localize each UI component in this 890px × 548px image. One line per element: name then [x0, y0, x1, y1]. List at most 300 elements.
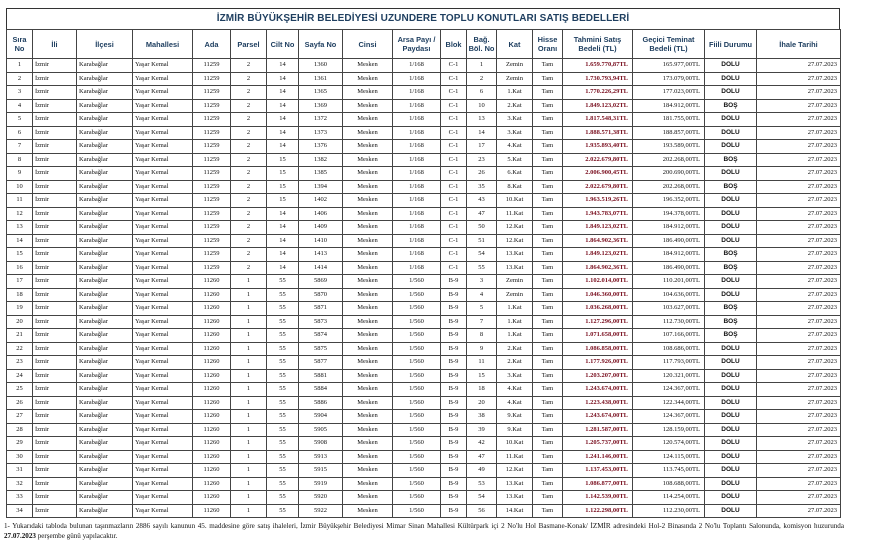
cell-bag-bol-no: 35 [467, 180, 497, 194]
table-row [7, 86, 841, 100]
cell-ada: 11260 [193, 477, 231, 491]
cell-arsa-payi: 1/168 [393, 99, 441, 113]
cell-sayfa-no: 5922 [299, 504, 343, 518]
cell-il: İzmir [33, 180, 77, 194]
cell-fiili-durum: DOLU [705, 477, 757, 491]
cell-ilce: Karabağlar [77, 369, 133, 383]
cell-sayfa-no: 1382 [299, 153, 343, 167]
cell-fiili-durum: DOLU [705, 369, 757, 383]
cell-cinsi: Mesken [343, 72, 393, 86]
cell-parsel: 1 [231, 504, 267, 518]
cell-il: İzmir [33, 477, 77, 491]
cell-hisse-orani: Tam [533, 261, 563, 275]
table-body [7, 59, 841, 518]
cell-gecici-teminat: 186.490,00TL [633, 234, 705, 248]
cell-hisse-orani: Tam [533, 504, 563, 518]
footnote-date: 27.07.2023 [4, 531, 36, 540]
cell-ilce: Karabağlar [77, 180, 133, 194]
cell-tahmini-satis: 1.849.123,02TL [563, 221, 633, 235]
cell-kat: 13.Kat [497, 248, 533, 262]
cell-cilt-no: 55 [267, 396, 299, 410]
cell-gecici-teminat: 124.367,00TL [633, 383, 705, 397]
cell-ihale-tarihi: 27.07.2023 [757, 464, 841, 478]
cell-hisse-orani: Tam [533, 221, 563, 235]
header-tahmini-satis: Tahmini Satış Bedeli (TL) [563, 30, 633, 59]
cell-fiili-durum: DOLU [705, 86, 757, 100]
cell-cilt-no: 55 [267, 504, 299, 518]
cell-mahalle: Yaşar Kemal [133, 99, 193, 113]
cell-cilt-no: 55 [267, 315, 299, 329]
cell-cinsi: Mesken [343, 86, 393, 100]
cell-kat: 12.Kat [497, 464, 533, 478]
cell-cinsi: Mesken [343, 423, 393, 437]
cell-cilt-no: 15 [267, 167, 299, 181]
table-row [7, 248, 841, 262]
table-row [7, 221, 841, 235]
cell-parsel: 1 [231, 342, 267, 356]
table-row [7, 491, 841, 505]
table-row [7, 126, 841, 140]
cell-gecici-teminat: 103.627,00TL [633, 302, 705, 316]
cell-gecici-teminat: 124.367,00TL [633, 410, 705, 424]
cell-mahalle: Yaşar Kemal [133, 248, 193, 262]
cell-gecici-teminat: 120.321,00TL [633, 369, 705, 383]
cell-fiili-durum: DOLU [705, 342, 757, 356]
cell-sira-no: 14 [7, 234, 33, 248]
cell-blok: B-9 [441, 356, 467, 370]
cell-cilt-no: 14 [267, 86, 299, 100]
cell-parsel: 2 [231, 153, 267, 167]
cell-sira-no: 16 [7, 261, 33, 275]
cell-sira-no: 28 [7, 423, 33, 437]
cell-arsa-payi: 1/168 [393, 126, 441, 140]
cell-il: İzmir [33, 153, 77, 167]
cell-sira-no: 2 [7, 72, 33, 86]
cell-ihale-tarihi: 27.07.2023 [757, 477, 841, 491]
cell-hisse-orani: Tam [533, 140, 563, 154]
cell-gecici-teminat: 122.344,00TL [633, 396, 705, 410]
cell-blok: B-9 [441, 329, 467, 343]
header-blok: Blok [441, 30, 467, 59]
cell-ilce: Karabağlar [77, 342, 133, 356]
cell-hisse-orani: Tam [533, 356, 563, 370]
cell-gecici-teminat: 194.378,00TL [633, 207, 705, 221]
cell-hisse-orani: Tam [533, 437, 563, 451]
table-row [7, 99, 841, 113]
table-row [7, 261, 841, 275]
cell-arsa-payi: 1/168 [393, 248, 441, 262]
cell-kat: Zemin [497, 275, 533, 289]
cell-ihale-tarihi: 27.07.2023 [757, 329, 841, 343]
cell-sira-no: 19 [7, 302, 33, 316]
cell-parsel: 1 [231, 288, 267, 302]
cell-sira-no: 12 [7, 207, 33, 221]
cell-tahmini-satis: 1.963.519,26TL [563, 194, 633, 208]
cell-cinsi: Mesken [343, 234, 393, 248]
cell-hisse-orani: Tam [533, 99, 563, 113]
cell-ada: 11260 [193, 315, 231, 329]
cell-arsa-payi: 1/168 [393, 261, 441, 275]
cell-bag-bol-no: 15 [467, 369, 497, 383]
cell-blok: C-1 [441, 140, 467, 154]
cell-fiili-durum: DOLU [705, 356, 757, 370]
cell-hisse-orani: Tam [533, 275, 563, 289]
cell-tahmini-satis: 1.849.123,02TL [563, 99, 633, 113]
cell-fiili-durum: DOLU [705, 126, 757, 140]
cell-arsa-payi: 1/168 [393, 59, 441, 73]
cell-il: İzmir [33, 491, 77, 505]
cell-bag-bol-no: 7 [467, 315, 497, 329]
cell-bag-bol-no: 6 [467, 86, 497, 100]
cell-tahmini-satis: 1.102.014,00TL [563, 275, 633, 289]
cell-gecici-teminat: 200.690,00TL [633, 167, 705, 181]
cell-ihale-tarihi: 27.07.2023 [757, 275, 841, 289]
table-row [7, 113, 841, 127]
cell-sira-no: 22 [7, 342, 33, 356]
header-hisse-orani: Hisse Oranı [533, 30, 563, 59]
cell-mahalle: Yaşar Kemal [133, 410, 193, 424]
cell-ada: 11259 [193, 194, 231, 208]
cell-cilt-no: 55 [267, 369, 299, 383]
cell-parsel: 1 [231, 369, 267, 383]
cell-sayfa-no: 5904 [299, 410, 343, 424]
cell-kat: 13.Kat [497, 261, 533, 275]
cell-blok: B-9 [441, 315, 467, 329]
cell-gecici-teminat: 184.912,00TL [633, 99, 705, 113]
cell-tahmini-satis: 1.086.858,00TL [563, 342, 633, 356]
cell-tahmini-satis: 1.281.587,00TL [563, 423, 633, 437]
cell-sayfa-no: 5870 [299, 288, 343, 302]
cell-cinsi: Mesken [343, 464, 393, 478]
cell-blok: C-1 [441, 126, 467, 140]
cell-ihale-tarihi: 27.07.2023 [757, 396, 841, 410]
cell-parsel: 1 [231, 491, 267, 505]
cell-sira-no: 8 [7, 153, 33, 167]
cell-parsel: 1 [231, 356, 267, 370]
cell-blok: C-1 [441, 153, 467, 167]
cell-bag-bol-no: 39 [467, 423, 497, 437]
cell-cinsi: Mesken [343, 221, 393, 235]
cell-fiili-durum: DOLU [705, 383, 757, 397]
cell-ilce: Karabağlar [77, 221, 133, 235]
cell-parsel: 2 [231, 261, 267, 275]
table-row [7, 302, 841, 316]
cell-il: İzmir [33, 288, 77, 302]
cell-gecici-teminat: 104.636,00TL [633, 288, 705, 302]
table-row [7, 342, 841, 356]
cell-parsel: 1 [231, 410, 267, 424]
cell-hisse-orani: Tam [533, 194, 563, 208]
cell-bag-bol-no: 8 [467, 329, 497, 343]
cell-bag-bol-no: 5 [467, 302, 497, 316]
cell-mahalle: Yaşar Kemal [133, 207, 193, 221]
cell-gecici-teminat: 112.730,00TL [633, 315, 705, 329]
cell-bag-bol-no: 56 [467, 504, 497, 518]
cell-kat: 14.Kat [497, 504, 533, 518]
cell-ada: 11259 [193, 72, 231, 86]
cell-hisse-orani: Tam [533, 410, 563, 424]
table-row [7, 356, 841, 370]
cell-sayfa-no: 1394 [299, 180, 343, 194]
cell-il: İzmir [33, 437, 77, 451]
cell-cinsi: Mesken [343, 140, 393, 154]
header-arsa-payi: Arsa Payı / Paydası [393, 30, 441, 59]
cell-cilt-no: 55 [267, 275, 299, 289]
cell-sayfa-no: 1406 [299, 207, 343, 221]
sales-table [6, 29, 841, 518]
cell-hisse-orani: Tam [533, 207, 563, 221]
cell-fiili-durum: DOLU [705, 72, 757, 86]
cell-bag-bol-no: 3 [467, 275, 497, 289]
cell-gecici-teminat: 186.490,00TL [633, 261, 705, 275]
cell-kat: 10.Kat [497, 194, 533, 208]
cell-tahmini-satis: 1.086.877,00TL [563, 477, 633, 491]
cell-ilce: Karabağlar [77, 315, 133, 329]
cell-mahalle: Yaşar Kemal [133, 153, 193, 167]
cell-kat: 4.Kat [497, 140, 533, 154]
cell-cinsi: Mesken [343, 248, 393, 262]
cell-kat: 9.Kat [497, 423, 533, 437]
cell-gecici-teminat: 173.079,00TL [633, 72, 705, 86]
cell-il: İzmir [33, 234, 77, 248]
cell-gecici-teminat: 124.115,00TL [633, 450, 705, 464]
cell-parsel: 1 [231, 396, 267, 410]
cell-ada: 11260 [193, 396, 231, 410]
cell-arsa-payi: 1/168 [393, 72, 441, 86]
cell-tahmini-satis: 1.205.737,00TL [563, 437, 633, 451]
cell-hisse-orani: Tam [533, 302, 563, 316]
cell-sayfa-no: 5884 [299, 383, 343, 397]
cell-mahalle: Yaşar Kemal [133, 450, 193, 464]
cell-cilt-no: 55 [267, 288, 299, 302]
cell-blok: B-9 [441, 423, 467, 437]
cell-ada: 11259 [193, 180, 231, 194]
cell-kat: Zemin [497, 72, 533, 86]
cell-il: İzmir [33, 248, 77, 262]
cell-blok: C-1 [441, 99, 467, 113]
cell-cilt-no: 14 [267, 126, 299, 140]
cell-cinsi: Mesken [343, 126, 393, 140]
cell-blok: B-9 [441, 342, 467, 356]
cell-cilt-no: 55 [267, 329, 299, 343]
cell-arsa-payi: 1/560 [393, 315, 441, 329]
cell-ilce: Karabağlar [77, 383, 133, 397]
cell-kat: 2.Kat [497, 99, 533, 113]
header-cinsi: Cinsi [343, 30, 393, 59]
cell-mahalle: Yaşar Kemal [133, 342, 193, 356]
cell-ilce: Karabağlar [77, 329, 133, 343]
cell-ada: 11259 [193, 140, 231, 154]
cell-tahmini-satis: 1.203.207,00TL [563, 369, 633, 383]
cell-blok: C-1 [441, 194, 467, 208]
cell-ilce: Karabağlar [77, 194, 133, 208]
header-parsel: Parsel [231, 30, 267, 59]
cell-cinsi: Mesken [343, 194, 393, 208]
cell-parsel: 1 [231, 329, 267, 343]
cell-tahmini-satis: 2.022.679,80TL [563, 180, 633, 194]
cell-cilt-no: 14 [267, 59, 299, 73]
cell-fiili-durum: BOŞ [705, 315, 757, 329]
cell-sayfa-no: 5905 [299, 423, 343, 437]
cell-blok: C-1 [441, 261, 467, 275]
cell-cilt-no: 55 [267, 423, 299, 437]
cell-fiili-durum: BOŞ [705, 99, 757, 113]
cell-mahalle: Yaşar Kemal [133, 180, 193, 194]
cell-parsel: 1 [231, 423, 267, 437]
cell-cilt-no: 14 [267, 99, 299, 113]
cell-il: İzmir [33, 356, 77, 370]
cell-parsel: 2 [231, 99, 267, 113]
cell-mahalle: Yaşar Kemal [133, 221, 193, 235]
cell-parsel: 1 [231, 315, 267, 329]
cell-kat: 1.Kat [497, 315, 533, 329]
cell-ada: 11259 [193, 167, 231, 181]
table-row [7, 288, 841, 302]
cell-arsa-payi: 1/560 [393, 396, 441, 410]
cell-sira-no: 29 [7, 437, 33, 451]
table-row [7, 315, 841, 329]
cell-mahalle: Yaşar Kemal [133, 329, 193, 343]
cell-gecici-teminat: 112.230,00TL [633, 504, 705, 518]
cell-ihale-tarihi: 27.07.2023 [757, 234, 841, 248]
table-row [7, 234, 841, 248]
cell-ilce: Karabağlar [77, 248, 133, 262]
header-ilce: İlçesi [77, 30, 133, 59]
cell-ihale-tarihi: 27.07.2023 [757, 410, 841, 424]
cell-ilce: Karabağlar [77, 356, 133, 370]
cell-cilt-no: 15 [267, 194, 299, 208]
cell-cilt-no: 14 [267, 140, 299, 154]
cell-gecici-teminat: 165.977,00TL [633, 59, 705, 73]
cell-ada: 11260 [193, 329, 231, 343]
table-row [7, 59, 841, 73]
cell-ilce: Karabağlar [77, 59, 133, 73]
cell-cinsi: Mesken [343, 113, 393, 127]
cell-cilt-no: 55 [267, 383, 299, 397]
cell-blok: B-9 [441, 369, 467, 383]
table-row [7, 194, 841, 208]
cell-blok: C-1 [441, 234, 467, 248]
cell-bag-bol-no: 54 [467, 248, 497, 262]
cell-hisse-orani: Tam [533, 248, 563, 262]
cell-parsel: 2 [231, 126, 267, 140]
cell-gecici-teminat: 108.688,00TL [633, 477, 705, 491]
cell-gecici-teminat: 114.254,00TL [633, 491, 705, 505]
cell-ada: 11260 [193, 423, 231, 437]
cell-blok: B-9 [441, 450, 467, 464]
cell-hisse-orani: Tam [533, 423, 563, 437]
cell-cilt-no: 55 [267, 356, 299, 370]
cell-ihale-tarihi: 27.07.2023 [757, 450, 841, 464]
cell-bag-bol-no: 11 [467, 356, 497, 370]
cell-arsa-payi: 1/560 [393, 450, 441, 464]
cell-fiili-durum: DOLU [705, 410, 757, 424]
cell-hisse-orani: Tam [533, 167, 563, 181]
header-kat: Kat [497, 30, 533, 59]
cell-cinsi: Mesken [343, 59, 393, 73]
cell-sira-no: 20 [7, 315, 33, 329]
cell-hisse-orani: Tam [533, 234, 563, 248]
header-il: İli [33, 30, 77, 59]
cell-il: İzmir [33, 113, 77, 127]
cell-cinsi: Mesken [343, 153, 393, 167]
cell-parsel: 2 [231, 234, 267, 248]
cell-il: İzmir [33, 140, 77, 154]
cell-tahmini-satis: 1.241.146,00TL [563, 450, 633, 464]
cell-sayfa-no: 5869 [299, 275, 343, 289]
cell-ihale-tarihi: 27.07.2023 [757, 86, 841, 100]
cell-ihale-tarihi: 27.07.2023 [757, 126, 841, 140]
cell-parsel: 2 [231, 167, 267, 181]
cell-parsel: 2 [231, 194, 267, 208]
cell-tahmini-satis: 1.137.453,00TL [563, 464, 633, 478]
cell-hisse-orani: Tam [533, 153, 563, 167]
cell-gecici-teminat: 117.793,00TL [633, 356, 705, 370]
cell-tahmini-satis: 1.849.123,02TL [563, 248, 633, 262]
cell-sira-no: 21 [7, 329, 33, 343]
cell-ihale-tarihi: 27.07.2023 [757, 504, 841, 518]
cell-ihale-tarihi: 27.07.2023 [757, 315, 841, 329]
cell-ada: 11259 [193, 153, 231, 167]
cell-sira-no: 6 [7, 126, 33, 140]
cell-ihale-tarihi: 27.07.2023 [757, 261, 841, 275]
cell-hisse-orani: Tam [533, 464, 563, 478]
cell-blok: B-9 [441, 477, 467, 491]
cell-hisse-orani: Tam [533, 491, 563, 505]
cell-fiili-durum: DOLU [705, 207, 757, 221]
cell-gecici-teminat: 108.686,00TL [633, 342, 705, 356]
cell-sira-no: 24 [7, 369, 33, 383]
cell-sayfa-no: 5877 [299, 356, 343, 370]
cell-hisse-orani: Tam [533, 288, 563, 302]
cell-ihale-tarihi: 27.07.2023 [757, 180, 841, 194]
cell-fiili-durum: BOŞ [705, 261, 757, 275]
cell-arsa-payi: 1/168 [393, 221, 441, 235]
cell-sira-no: 9 [7, 167, 33, 181]
cell-bag-bol-no: 10 [467, 99, 497, 113]
cell-kat: 3.Kat [497, 126, 533, 140]
cell-cinsi: Mesken [343, 504, 393, 518]
cell-mahalle: Yaşar Kemal [133, 261, 193, 275]
cell-ihale-tarihi: 27.07.2023 [757, 423, 841, 437]
cell-sayfa-no: 1369 [299, 99, 343, 113]
cell-mahalle: Yaşar Kemal [133, 302, 193, 316]
cell-sayfa-no: 1373 [299, 126, 343, 140]
cell-cilt-no: 55 [267, 302, 299, 316]
cell-gecici-teminat: 110.201,00TL [633, 275, 705, 289]
cell-sayfa-no: 5886 [299, 396, 343, 410]
cell-ihale-tarihi: 27.07.2023 [757, 288, 841, 302]
cell-arsa-payi: 1/560 [393, 302, 441, 316]
cell-bag-bol-no: 51 [467, 234, 497, 248]
cell-kat: 1.Kat [497, 329, 533, 343]
table-row [7, 180, 841, 194]
table-row [7, 504, 841, 518]
cell-ilce: Karabağlar [77, 275, 133, 289]
cell-hisse-orani: Tam [533, 369, 563, 383]
cell-fiili-durum: BOŞ [705, 302, 757, 316]
cell-bag-bol-no: 26 [467, 167, 497, 181]
cell-parsel: 1 [231, 464, 267, 478]
cell-cinsi: Mesken [343, 261, 393, 275]
cell-ilce: Karabağlar [77, 423, 133, 437]
cell-il: İzmir [33, 261, 77, 275]
cell-bag-bol-no: 55 [467, 261, 497, 275]
cell-tahmini-satis: 1.071.658,00TL [563, 329, 633, 343]
cell-kat: 3.Kat [497, 369, 533, 383]
cell-fiili-durum: DOLU [705, 221, 757, 235]
cell-ihale-tarihi: 27.07.2023 [757, 491, 841, 505]
